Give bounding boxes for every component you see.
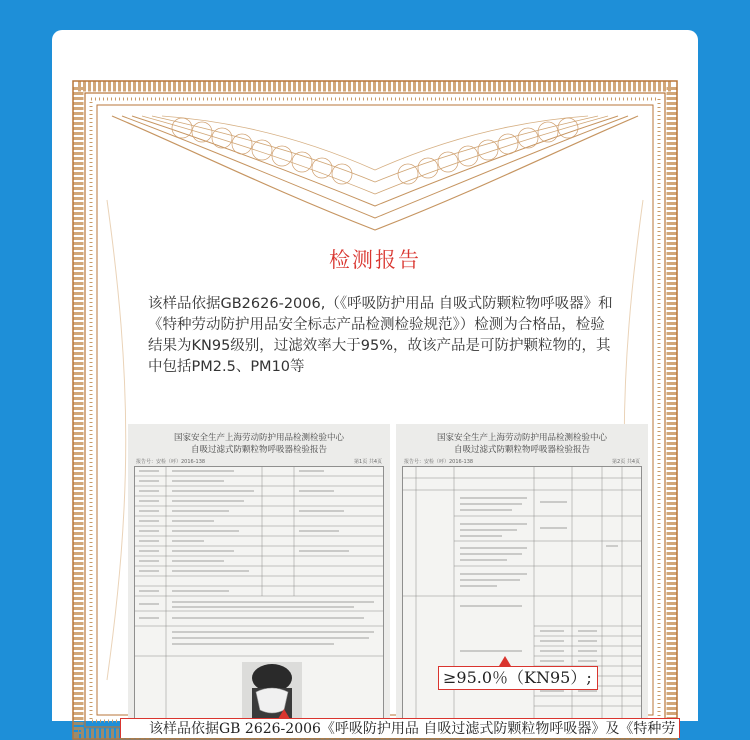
certificate-heading: 检测报告 bbox=[329, 248, 421, 272]
report-meta-left-number: 报告号：安检（呼）2016-138 bbox=[136, 459, 206, 465]
report-title-left-line2: 自吸过滤式防颗粒物呼吸器检验报告 bbox=[190, 445, 327, 455]
certificate-card bbox=[52, 30, 698, 737]
report-scan-left bbox=[128, 424, 390, 724]
report-meta-left-page: 第1页 共4页 bbox=[354, 459, 382, 465]
report-meta-right-page: 第2页 共4页 bbox=[612, 459, 640, 465]
report-title-right-line2: 自吸过滤式防颗粒物呼吸器检验报告 bbox=[453, 445, 590, 455]
respirator-photo bbox=[242, 662, 302, 724]
report-title-left bbox=[128, 424, 390, 456]
report-title-right bbox=[396, 424, 648, 456]
certificate-paragraph: 该样品依据GB2626-2006,（《呼吸防护用品 自吸式防颗粒物呼吸器》和《特种劳动防护用品安全标志产品检测检验规范》）检测为合格品，检验结果为KN95级别，过滤效率大于95%，故该产品是可防护颗粒物的，其中包括PM2.5、PM10等 bbox=[148, 296, 613, 375]
report-title-left-line1: 国家安全生产上海劳动防护用品检测检验中心 bbox=[173, 433, 344, 443]
kn95-callout: ≥95.0％（KN95）; bbox=[438, 666, 598, 690]
report-title-right-line1: 国家安全生产上海劳动防护用品检测检验中心 bbox=[436, 433, 607, 443]
report-meta-right-number: 报告号：安检（呼）2016-138 bbox=[404, 459, 474, 465]
report-table-left bbox=[134, 466, 384, 724]
bottom-highlight-strip: 该样品依据GB 2626-2006《呼吸防护用品 自吸过滤式防颗粒物呼吸器》及《特种劳 bbox=[120, 718, 680, 738]
callout-arrow-icon bbox=[499, 656, 511, 666]
